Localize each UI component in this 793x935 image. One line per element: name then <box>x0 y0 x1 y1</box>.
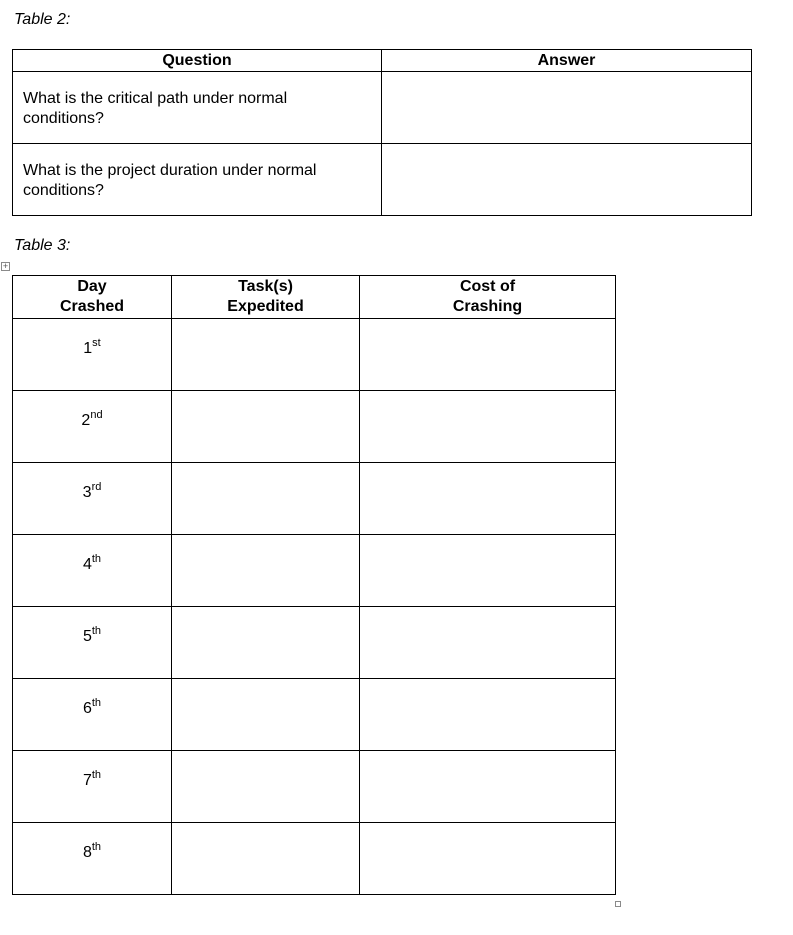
table2-header-question: Question <box>13 50 382 72</box>
day-number: 8 <box>82 844 92 861</box>
day-cell <box>13 535 172 607</box>
cost-cell[interactable] <box>360 607 616 679</box>
table-row <box>13 607 616 679</box>
day-number: 5 <box>82 628 92 645</box>
day-suffix: rd <box>91 481 102 493</box>
table2 <box>12 49 752 216</box>
table-resize-handle-icon[interactable] <box>615 901 621 907</box>
table-row <box>13 751 616 823</box>
day-cell <box>13 751 172 823</box>
day-number: 1 <box>83 340 93 357</box>
day-suffix: th <box>91 553 102 565</box>
tasks-cell[interactable] <box>172 823 360 895</box>
tasks-cell[interactable] <box>172 463 360 535</box>
cost-cell[interactable] <box>360 535 616 607</box>
cost-cell[interactable] <box>360 823 616 895</box>
table-move-handle-icon[interactable]: + <box>2 261 9 271</box>
table2-header-row <box>13 50 752 72</box>
table-row <box>13 823 616 895</box>
tasks-cell[interactable] <box>172 679 360 751</box>
table-row <box>13 72 752 144</box>
cost-cell[interactable] <box>360 319 616 391</box>
header-line: Expedited <box>227 298 304 315</box>
day-number: 7 <box>82 772 92 789</box>
header-line: Day <box>77 278 107 295</box>
question-cell <box>13 144 382 216</box>
day-suffix: th <box>91 841 102 853</box>
answer-cell[interactable] <box>382 72 752 144</box>
cost-cell[interactable] <box>360 751 616 823</box>
day-suffix: nd <box>90 409 103 421</box>
answer-cell[interactable] <box>382 144 752 216</box>
table-row <box>13 535 616 607</box>
table2-caption: Table 2: <box>14 11 71 28</box>
day-cell <box>13 319 172 391</box>
table-row <box>13 463 616 535</box>
day-cell <box>13 391 172 463</box>
tasks-cell[interactable] <box>172 319 360 391</box>
cost-cell[interactable] <box>360 391 616 463</box>
table-row <box>13 319 616 391</box>
cost-cell[interactable] <box>360 679 616 751</box>
day-number: 6 <box>82 700 92 717</box>
header-line: Task(s) <box>238 278 293 295</box>
day-suffix: th <box>91 625 102 637</box>
table3-header-tasks-expedited <box>172 276 360 319</box>
day-suffix: th <box>91 769 102 781</box>
day-number: 3 <box>82 484 92 501</box>
table3 <box>12 275 616 895</box>
tasks-cell[interactable] <box>172 535 360 607</box>
day-cell <box>13 823 172 895</box>
header-line: Crashing <box>452 298 523 315</box>
tasks-cell[interactable] <box>172 607 360 679</box>
table3-caption: Table 3: <box>14 237 71 254</box>
day-suffix: th <box>91 697 102 709</box>
table3-header-day-crashed <box>13 276 172 319</box>
cost-cell[interactable] <box>360 463 616 535</box>
day-suffix: st <box>92 337 101 349</box>
day-cell <box>13 463 172 535</box>
day-number: 4 <box>82 556 92 573</box>
question-text: What is the critical path under normal conditions? <box>23 90 288 127</box>
question-text: What is the project duration under normal conditions? <box>23 162 317 199</box>
table2-header-answer: Answer <box>382 50 752 72</box>
day-number: 2 <box>81 412 91 429</box>
table-row <box>13 391 616 463</box>
table-row <box>13 144 752 216</box>
tasks-cell[interactable] <box>172 751 360 823</box>
table3-header-cost-of-crashing <box>360 276 616 319</box>
day-cell <box>13 679 172 751</box>
header-line: Crashed <box>59 298 125 315</box>
question-cell <box>13 72 382 144</box>
table-row <box>13 679 616 751</box>
tasks-cell[interactable] <box>172 391 360 463</box>
table3-header-row <box>13 276 616 319</box>
header-line: Cost of <box>459 278 516 295</box>
day-cell <box>13 607 172 679</box>
